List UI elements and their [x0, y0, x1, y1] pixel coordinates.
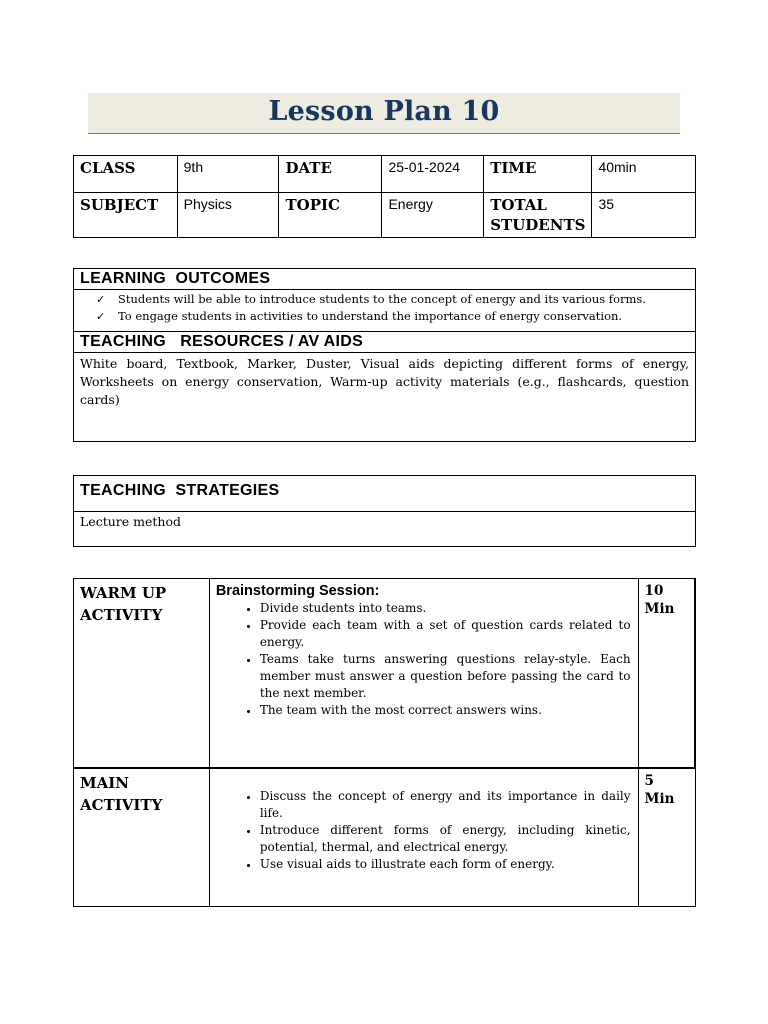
list-item: • Teams take turns answering questions relay-style. Each member must answer a question before passing the card to the next member. — [260, 651, 632, 702]
learning-outcomes-section — [73, 268, 696, 442]
strategies-text: Lecture method — [80, 514, 181, 529]
lesson-info-table — [73, 155, 696, 238]
topic-label: TOPIC — [279, 193, 382, 238]
learning-outcomes-list — [96, 291, 695, 325]
check-icon: ✓ — [96, 310, 106, 323]
list-item: • Divide students into teams. — [260, 600, 632, 617]
class-label: CLASS — [74, 156, 178, 193]
subject-value: Physics — [177, 193, 279, 238]
teaching-strategies-section — [73, 475, 696, 547]
warm-up-content — [209, 579, 638, 768]
strategies-heading: TEACHING STRATEGIES — [74, 476, 695, 512]
list-item: • The team with the most correct answers wins. — [260, 702, 632, 719]
main-activity-list — [216, 788, 632, 873]
check-icon: ✓ — [96, 293, 106, 306]
subject-label: SUBJECT — [74, 193, 178, 238]
warm-up-heading: Brainstorming Session: — [215, 583, 380, 599]
list-item: ✓ Students will be able to introduce students to the concept of energy and its various forms. — [96, 292, 646, 306]
activities-table — [73, 578, 696, 907]
resources-text: White board, Textbook, Marker, Duster, Visual aids depicting different forms of energy, Worksheets on energy conservation, Warm-up activity materials (e.g., flashcards, question cards) — [80, 356, 689, 407]
warm-up-list — [216, 600, 632, 719]
time-value: 40min — [592, 156, 696, 193]
total-students-value: 35 — [592, 193, 696, 238]
main-activity-content — [209, 768, 638, 907]
list-item: ✓ To engage students in activities to understand the importance of energy conservation. — [96, 309, 623, 323]
date-value: 25-01-2024 — [382, 156, 484, 193]
page-title: Lesson Plan 10 — [268, 96, 500, 127]
warm-up-time: 10 Min — [638, 579, 695, 768]
topic-value: Energy — [382, 193, 484, 238]
main-activity-time: 5 Min — [638, 768, 695, 907]
warm-up-label: WARM UP ACTIVITY — [74, 579, 210, 768]
resources-heading: TEACHING RESOURCES / AV AIDS — [74, 331, 695, 353]
main-activity-label: MAIN ACTIVITY — [74, 768, 210, 907]
list-item: • Discuss the concept of energy and its importance in daily life. — [260, 788, 632, 822]
time-label: TIME — [484, 156, 592, 193]
title-banner — [88, 93, 680, 134]
list-item: • Introduce different forms of energy, including kinetic, potential, thermal, and electrical energy. — [260, 822, 632, 856]
list-item: • Provide each team with a set of question cards related to energy. — [260, 617, 632, 651]
class-value: 9th — [177, 156, 279, 193]
date-label: DATE — [279, 156, 382, 193]
list-item: • Use visual aids to illustrate each form of energy. — [260, 856, 632, 873]
total-students-label: TOTAL STUDENTS — [484, 193, 592, 238]
learning-outcomes-heading: LEARNING OUTCOMES — [74, 269, 695, 290]
